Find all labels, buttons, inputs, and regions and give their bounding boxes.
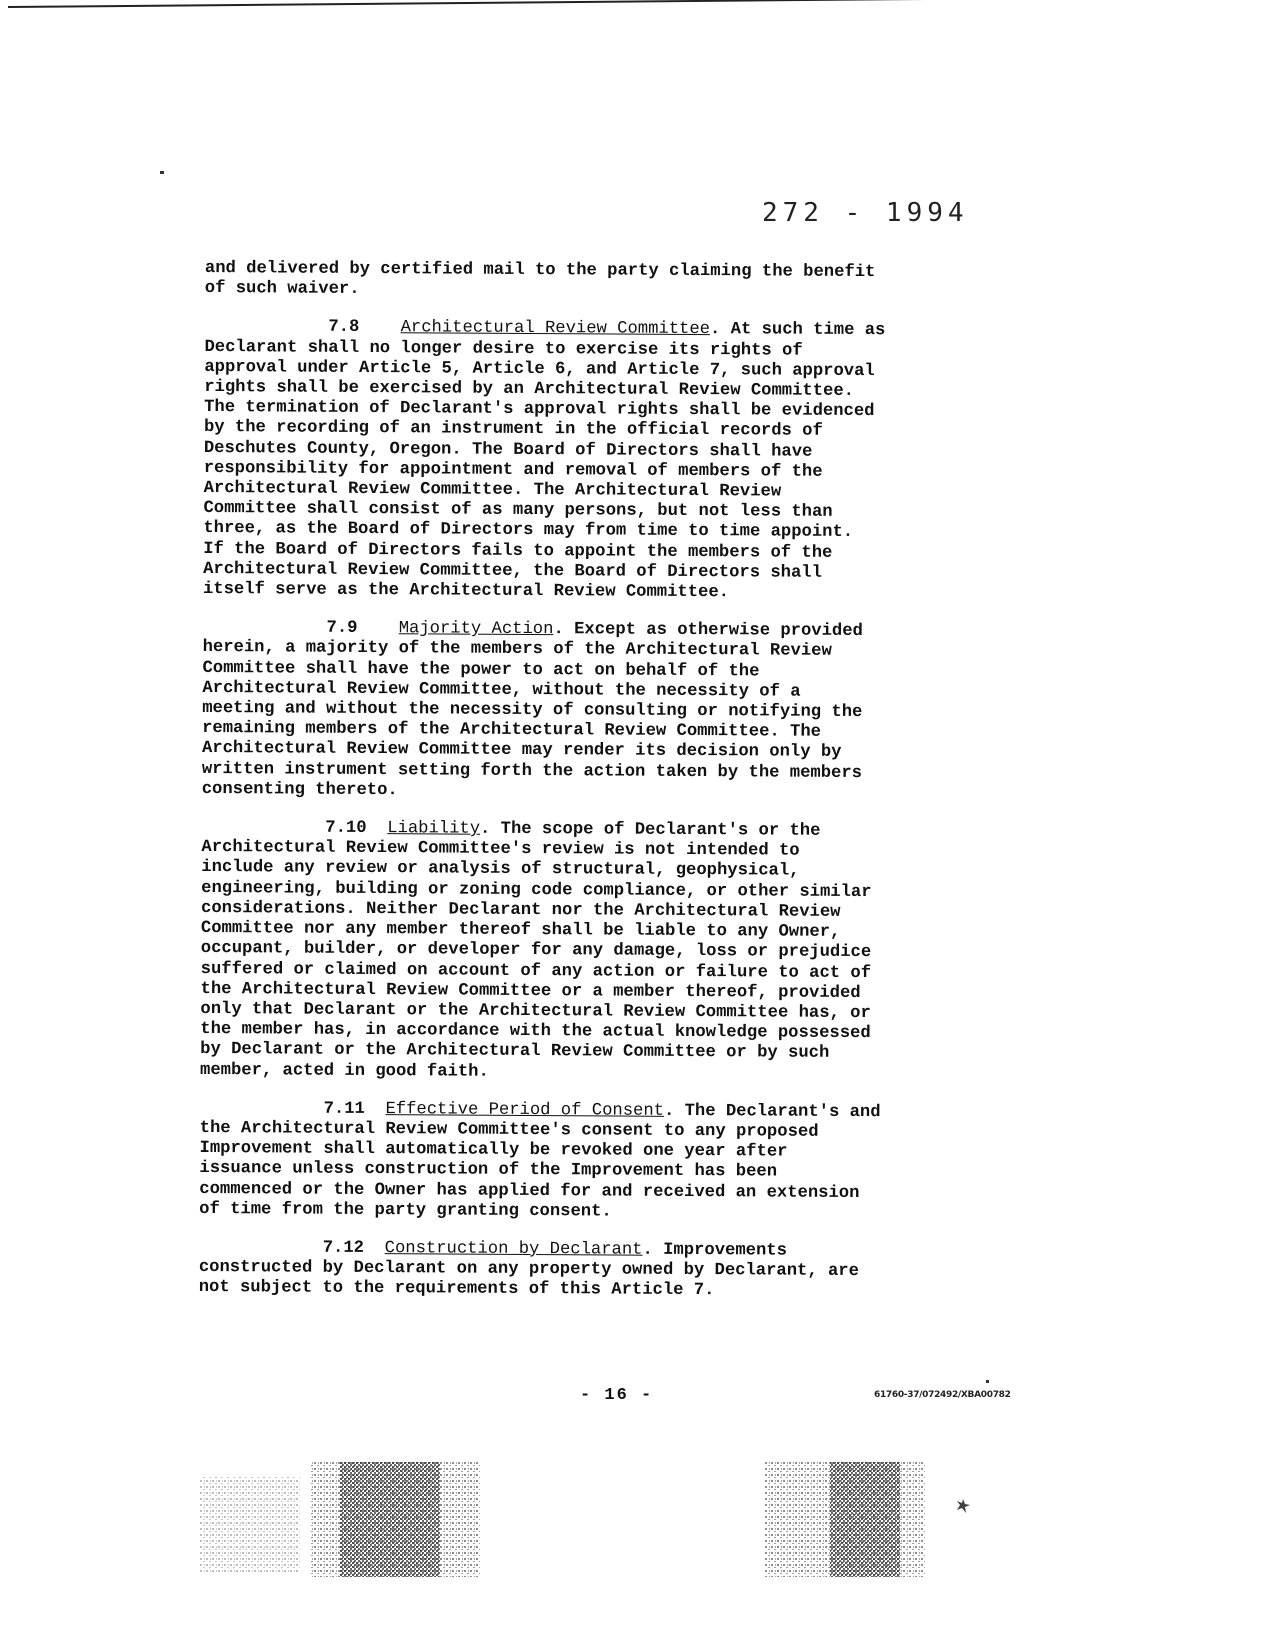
section-number: 7.11	[323, 1099, 365, 1119]
section-heading: Liability	[387, 819, 481, 839]
section-text: At such time as Declarant shall no longer desire to exercise its rights of approval under Article 5, Article 6, and Article 7, such approval rights shall be exercised by an Architectural Review Committee. The termination of Declarant's approval rights shall be evidenced by the recording of an instrument in the official records of Deschutes County, Oregon. The Board of Directors shall have responsibility for appointment and removal of members of the Architectural Review Committee. The Architectural Review Committee shall consist of as many persons, but not less than three, as the Board of Directors may from time to time appoint. If the Board of Directors fails to appoint the members of the Architectural Review Committee, the Board of Directors shall itself serve as the Architectural Review Committee.	[202, 320, 886, 603]
document-number: 272 - 1994	[762, 198, 969, 228]
section-heading: Construction by Declarant	[384, 1239, 643, 1260]
top-scan-rule	[8, 0, 1018, 8]
section-text: The scope of Declarant's or the Architectural Review Committee's review is not intended to include any review or analysis of structural, geophysical, engineering, building or zoning code compliance, or other similar considerations. Neither Declarant nor the Architectural Review Committee nor any member thereof shall be liable to any Owner, occupant, builder, or developer for any damage, loss or prejudice suffered or claimed on account of any action or failure to act of the Architectural Review Committee or a member thereof, provided only that Declarant or the Architectural Review Committee has, or the member has, in accordance with the actual knowledge possessed by Declarant or the Architectural Review Committee or by such member, acted in good faith.	[199, 819, 872, 1082]
document-body	[199, 259, 1025, 1322]
file-code: 61760-37/072492/XBA00782	[874, 1390, 1011, 1400]
section-text: Except as otherwise provided herein, a majority of the members of the Architectural Review Committee shall have the power to act on behalf of the Architectural Review Committee, without the necessity of a meeting and without the necessity of consulting or notifying the remaining members of the Architectural Review Committee. The Architectural Review Committee may render its decision only by written instrument setting forth the action taken by the members consenting thereto.	[201, 620, 863, 801]
section-text: Improvements constructed by Declarant on any property owned by Declarant, are not subject to the requirements of this Article 7.	[198, 1240, 859, 1301]
section-heading: Effective Period of Consent	[385, 1099, 665, 1121]
section-7-11: 7.11 Effective Period of Consent. The Declarant's and the Architectural Review Committee's consent to any proposed Improvement shall automatically be revoked one year after issuance unless construction of the Improvement has been commenced or the Owner has applied for and received an extension of time from the party granting consent.	[199, 1099, 881, 1222]
scan-noise-left	[200, 1462, 490, 1577]
section-heading: Architectural Review Committee	[400, 318, 711, 340]
section-text: The Declarant's and the Architectural Review Committee's consent to any proposed Improvement shall automatically be revoked one year after issuance unless construction of the Improvement has been commenced or the Owner has applied for and received an extension of time from the party granting consent.	[199, 1101, 881, 1222]
section-number: 7.12	[322, 1238, 365, 1258]
section-number: 7.10	[325, 818, 367, 839]
section-heading: Majority Action	[398, 619, 554, 640]
scan-speck	[986, 1380, 989, 1383]
section-7-10: 7.10 Liability. The scope of Declarant's or the Architectural Review Committee's review is not intended to include any review or analysis of structural, geophysical, engineering, building or zoning code compliance, or other similar considerations. Neither Declarant nor the Architectural Review Committee nor any member thereof shall be liable to any Owner, occupant, builder, or developer for any damage, loss or prejudice suffered or claimed on account of any action or failure to act of the Architectural Review Committee or a member thereof, provided only that Declarant or the Architectural Review Committee has, or the member has, in accordance with the actual knowledge possessed by Declarant or the Architectural Review Committee or by such member, acted in good faith.	[199, 818, 872, 1082]
scan-noise-right	[765, 1462, 925, 1577]
section-7-8: 7.8 Architectural Review Committee. At such time as Declarant shall no longer desire to exercise its rights of approval under Article 5, Article 6, and Article 7, such approval rights shall be exercised by an Architectural Review Committee. The termination of Declarant's approval rights shall be evidenced by the recording of an instrument in the official records of Deschutes County, Oregon. The Board of Directors shall have responsibility for appointment and removal of members of the Architectural Review Committee. The Architectural Review Committee shall consist of as many persons, but not less than three, as the Board of Directors may from time to time appoint. If the Board of Directors fails to appoint the members of the Architectural Review Committee, the Board of Directors shall itself serve as the Architectural Review Committee.	[202, 318, 886, 603]
page-number: - 16 -	[580, 1386, 654, 1405]
scan-speck-star	[955, 1498, 971, 1514]
scan-speck	[160, 171, 164, 174]
section-number: 7.8	[328, 318, 360, 338]
carryover-paragraph: and delivered by certified mail to the party claiming the benefit of such waiver.	[204, 259, 876, 300]
section-number: 7.9	[326, 618, 358, 639]
section-7-9: 7.9 Majority Action. Except as otherwise provided herein, a majority of the members of the Architectural Review Committee shall have the power to act on behalf of the Architectural Review Committee, without the necessity of a meeting and without the necessity of consulting or notifying the remaining members of the Architectural Review Committee. The Architectural Review Committee may render its decision only by written instrument setting forth the action taken by the members consenting thereto.	[201, 618, 863, 801]
section-7-12: 7.12 Construction by Declarant. Improvements constructed by Declarant on any property owned by Declarant, are not subject to the requirements of this Article 7.	[198, 1238, 859, 1301]
